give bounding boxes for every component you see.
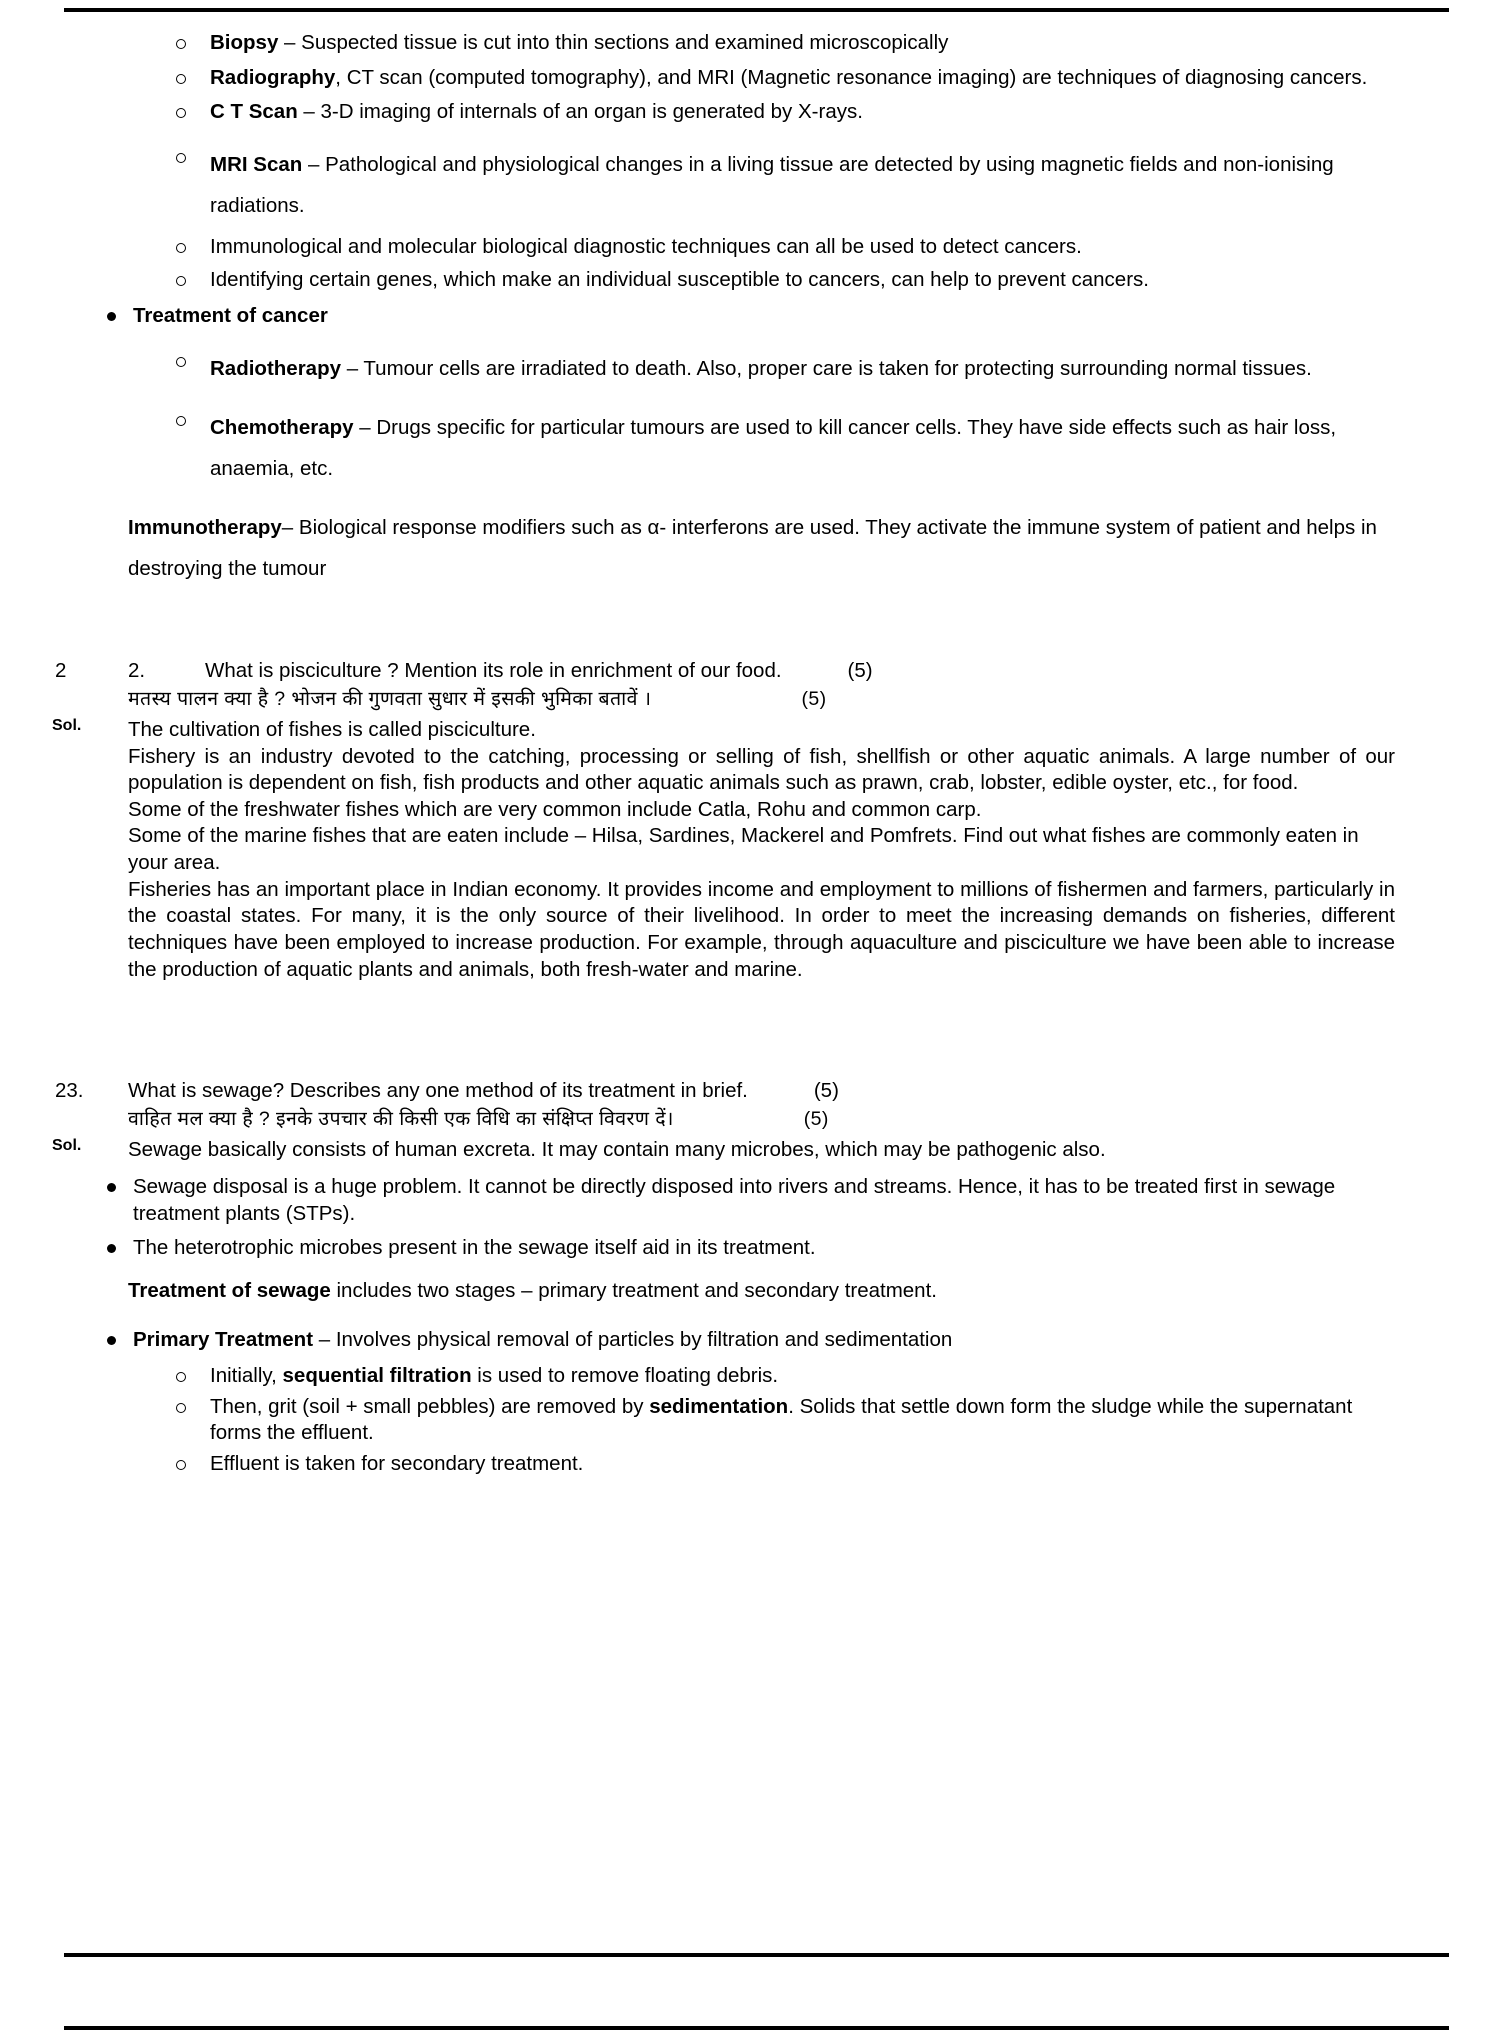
page-bottom-rule	[64, 1953, 1449, 1957]
list-item	[210, 1363, 1395, 1390]
bullet-dash: –	[341, 356, 364, 380]
list-item	[210, 234, 1395, 261]
bullet-term: C T Scan	[210, 100, 298, 124]
question-23-block	[0, 1077, 1505, 1131]
sub-bold: sequential filtration	[282, 1364, 472, 1388]
bullet-term: Biopsy	[210, 31, 279, 54]
bullet-text: Drugs specific for particular tumours are used to kill cancer cells. They have side effects such as hair loss, anaemia, etc.	[210, 415, 1337, 480]
question-23-hindi-text: वाहित मल क्या है ? इनके उपचार की किसी एक विधि का संक्षिप्त विवरण दें।	[128, 1108, 674, 1131]
question-2-hindi-text: मतस्य पालन क्या है ? भोजन की गुणवता सुधार में इसकी भुमिका बतावें ।	[128, 687, 652, 710]
list-item	[210, 407, 1395, 489]
question-23-hindi-line	[128, 1104, 1395, 1131]
immunotherapy-dash: –	[281, 515, 299, 539]
list-item	[210, 144, 1395, 226]
sub-pre: Effluent is taken for secondary treatment.	[210, 1452, 584, 1476]
bullet-text: Sewage disposal is a huge problem. It cannot be directly disposed into rivers and streams. Hence, it has to be treated first in sewage treatment plants (STPs).	[133, 1174, 1336, 1225]
bullet-dash: –	[353, 415, 377, 439]
diagnosis-bullet-list	[0, 30, 1505, 293]
page-footer-rule	[64, 2026, 1449, 2030]
question-23-english-text: What is sewage? Describes any one method of its treatment in brief.	[128, 1079, 748, 1103]
list-item	[210, 267, 1395, 294]
bullet-dash: –	[297, 100, 321, 124]
primary-treatment-dash: –	[313, 1327, 336, 1351]
page-top-rule	[64, 8, 1449, 12]
question-2-marks-english: (5)	[847, 658, 873, 682]
primary-treatment-rest: Involves physical removal of particles by filtration and sedimentation	[335, 1327, 953, 1351]
treatment-of-sewage-bold: Treatment of sewage	[128, 1278, 331, 1302]
solution-paragraph: Fisheries has an important place in Indian economy. It provides income and employment to millions of fishermen and farmers, particularly in the coastal states. For many, it is the only source of their livelihood. In order to meet the increasing demands on fisheries, different techniques have been employed to increase production. For example, through aquaculture and pisciculture we have been able to increase the production of aquatic plants and animals, both fresh-water and marine.	[128, 877, 1395, 981]
question-2-block	[0, 657, 1505, 711]
list-item	[210, 1451, 1395, 1478]
question-23-number: 23.	[55, 1079, 84, 1103]
bullet-dash: –	[278, 31, 302, 54]
question-23-english	[128, 1077, 1395, 1104]
bullet-dash: ,	[335, 65, 347, 89]
bullet-text: 3-D imaging of internals of an organ is generated by X-rays.	[320, 100, 863, 124]
bullet-term: Radiotherapy	[210, 356, 341, 380]
list-item	[210, 65, 1395, 92]
bullet-text: Tumour cells are irradiated to death. Also, proper care is taken for protecting surrounding normal tissues.	[363, 356, 1312, 380]
list-item	[133, 1235, 1395, 1262]
solution-paragraph: Some of the freshwater fishes which are very common include Catla, Rohu and common carp.	[128, 797, 982, 821]
question-2-line	[0, 657, 1505, 684]
list-item	[210, 348, 1395, 389]
bullet-text: Pathological and physiological changes in a living tissue are detected by using magnetic fields and non-ionising radiations.	[210, 152, 1334, 217]
sub-bold: sedimentation	[649, 1394, 789, 1418]
page-content	[0, 22, 1505, 1478]
treatment-of-cancer-heading	[133, 303, 1395, 330]
bullet-text: The heterotrophic microbes present in the sewage itself aid in its treatment.	[133, 1236, 816, 1260]
list-item	[210, 99, 1395, 126]
sub-post: is used to remove floating debris.	[471, 1364, 779, 1388]
question-2-marks-hindi: (5)	[801, 687, 827, 710]
solution-intro: Sewage basically consists of human excreta. It may contain many microbes, which may be pathogenic also.	[128, 1138, 1106, 1162]
immunotherapy-term: Immunotherapy	[128, 515, 282, 539]
primary-treatment-bold: Primary Treatment	[133, 1327, 314, 1351]
question-2-english-text: What is pisciculture ? Mention its role in enrichment of our food.	[205, 658, 782, 682]
bullet-dash: –	[302, 152, 326, 176]
heading-text: Treatment of cancer	[133, 304, 328, 328]
sub-post: . Solids that settle down form the sludge while the supernatant forms the effluent.	[210, 1394, 1353, 1445]
question-2-solution	[0, 717, 1505, 983]
list-item	[210, 30, 1395, 57]
bullet-text: Identifying certain genes, which make an individual susceptible to cancers, can help to prevent cancers.	[210, 267, 1149, 291]
question-2-left-number: 2	[55, 658, 67, 682]
solution-label: Sol.	[52, 716, 82, 734]
sub-pre: Then, grit (soil + small pebbles) are removed by	[210, 1394, 650, 1418]
list-item	[133, 1174, 1395, 1227]
solution-paragraph: Some of the marine fishes that are eaten include – Hilsa, Sardines, Mackerel and Pomfrets. Find out what fishes are commonly eaten in your area.	[128, 824, 1359, 875]
bullet-term: Chemotherapy	[210, 415, 354, 439]
bullet-text: Immunological and molecular biological diagnostic techniques can all be used to detect cancers.	[210, 234, 1082, 258]
immunotherapy-paragraph	[128, 507, 1395, 589]
bullet-text: CT scan (computed tomography), and MRI (Magnetic resonance imaging) are techniques of diagnosing cancers.	[346, 65, 1368, 89]
question-2-hindi-line	[128, 684, 1395, 711]
treatment-of-sewage-line	[128, 1278, 1395, 1305]
list-item	[210, 1394, 1395, 1447]
treatment-of-sewage-rest: includes two stages – primary treatment and secondary treatment.	[330, 1278, 937, 1302]
question-23-line	[0, 1077, 1505, 1104]
question-23-solution	[0, 1137, 1505, 1164]
immunotherapy-text: Biological response modifiers such as α- interferons are used. They activate the immune system of patient and helps in destroying the tumour	[128, 515, 1377, 580]
solution-paragraph: Fishery is an industry devoted to the catching, processing or selling of fish, shellfish or other aquatic animals. A large number of our population is dependent on fish, fish products and other aquatic animals such as prawn, crab, lobster, edible oyster, etc., for food.	[128, 744, 1395, 795]
solution-paragraph: The cultivation of fishes is called pisciculture.	[128, 717, 536, 741]
question-23-marks-english: (5)	[813, 1079, 839, 1103]
question-23-marks-hindi: (5)	[803, 1108, 829, 1131]
bullet-text: Suspected tissue is cut into thin sections and examined microscopically	[301, 31, 949, 54]
question-2-number: 2.	[128, 658, 146, 682]
bullet-term: MRI Scan	[210, 152, 303, 176]
solution-label: Sol.	[52, 1137, 82, 1155]
bullet-term: Radiography	[210, 65, 336, 89]
question-2-english	[205, 657, 1395, 684]
primary-treatment-line	[133, 1327, 1395, 1354]
sub-pre: Initially,	[210, 1364, 283, 1388]
